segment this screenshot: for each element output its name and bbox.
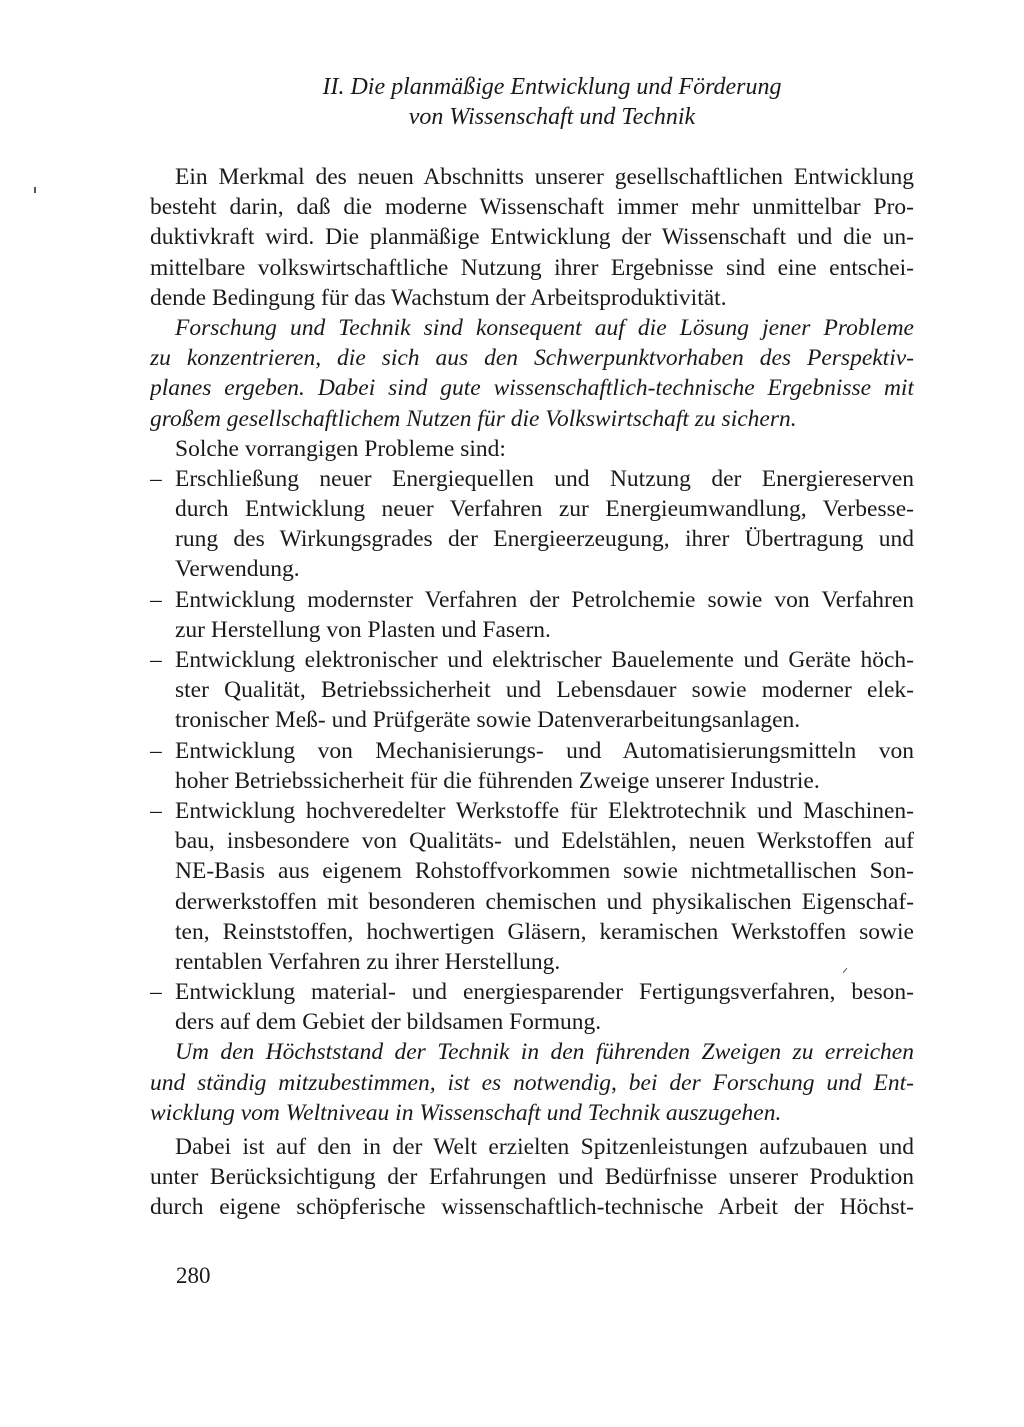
list-item <box>150 796 914 977</box>
dash-bullet: – <box>150 465 162 492</box>
dash-bullet: – <box>150 647 162 673</box>
list-item <box>150 736 914 796</box>
text-line: derwerkstoffen mit besonderen chemischen und physikalischen Eigenschaf- <box>175 888 914 915</box>
text-line: Entwicklung modernster Verfahren der Petrolchemie sowie von Verfahren <box>175 586 914 613</box>
paragraph-2-italic <box>150 313 914 434</box>
scan-speck <box>34 187 36 193</box>
text-line: rung des Wirkungsgrades der Energieerzeugung, ihrer Übertragung und <box>175 526 914 553</box>
text-line: zu konzentrieren, die sich aus den Schwerpunktvorhaben des Perspektiv- <box>150 345 914 372</box>
paragraph-3: Solche vorrangigen Probleme sind: <box>175 435 506 462</box>
text-line: Entwicklung hochveredelter Werkstoffe für Elektrotechnik und Maschinen- <box>175 797 914 824</box>
text-line: mittelbare volkswirtschaftliche Nutzung ihrer Ergebnisse sind eine entschei- <box>150 254 914 281</box>
text-line: ten, Reinststoffen, hochwertigen Gläsern, keramischen Werkstoffen sowie <box>175 918 914 945</box>
dash-bullet: – <box>150 797 162 824</box>
text-line: rentablen Verfahren zu ihrer Herstellung. <box>175 948 561 975</box>
text-line: dende Bedingung für das Wachstum der Arbeitsproduktivität. <box>150 284 727 311</box>
text-line: durch eigene schöpferische wissenschaftlich-technische Arbeit der Höchst- <box>150 1194 914 1221</box>
text-line: großem gesellschaftlichem Nutzen für die Volkswirtschaft zu sichern. <box>150 405 797 432</box>
heading-line-1: II. Die planmäßige Entwicklung und Förderung <box>322 74 782 100</box>
section-heading <box>150 72 914 132</box>
text-line: Entwicklung von Mechanisierungs- und Automatisierungsmitteln von <box>175 737 914 764</box>
text-line: zur Herstellung von Plasten und Fasern. <box>175 616 551 643</box>
text-line: NE-Basis aus eigenem Rohstoffvorkommen sowie nichtmetallischen Son- <box>175 858 914 885</box>
page-body <box>150 72 914 1223</box>
text-line: und ständig mitzubestimmen, ist es notwendig, bei der Forschung und Ent- <box>150 1069 914 1096</box>
list-item <box>150 585 914 645</box>
text-line: besteht darin, daß die moderne Wissenschaft immer mehr unmittelbar Pro- <box>150 194 914 221</box>
text-line: bau, insbesondere von Qualitäts- und Edelstählen, neuen Werkstoffen auf <box>175 828 914 855</box>
dash-bullet: – <box>150 737 162 764</box>
paragraph-4-italic <box>150 1037 914 1128</box>
text-line: hoher Betriebssicherheit für die führenden Zweige unserer Industrie. <box>175 767 820 794</box>
text-line: Ein Merkmal des neuen Abschnitts unserer gesellschaftlichen Entwicklung <box>175 164 914 190</box>
paragraph-1 <box>150 162 914 313</box>
text-line: planes ergeben. Dabei sind gute wissenschaftlich-technische Ergebnisse mit <box>150 375 914 402</box>
heading-line-2: von Wissenschaft und Technik <box>408 104 696 130</box>
text-line: Entwicklung material- und energiesparender Fertigungsverfahren, beson- <box>175 979 914 1006</box>
text-line: tronischer Meß- und Prüfgeräte sowie Datenverarbeitungsanlagen. <box>175 707 801 734</box>
text-line: durch Entwicklung neuer Verfahren zur Energieumwandlung, Verbesse- <box>175 496 914 523</box>
text-line: Forschung und Technik sind konsequent auf die Lösung jener Probleme <box>175 314 914 341</box>
list-item <box>150 464 914 585</box>
text-line: duktivkraft wird. Die planmäßige Entwicklung der Wissenschaft und die un- <box>150 224 914 251</box>
text-line: Dabei ist auf den in der Welt erzielten Spitzenleistungen aufzubauen und <box>175 1134 914 1160</box>
list-item <box>150 645 914 736</box>
text-line: ster Qualität, Betriebssicherheit und Lebensdauer sowie moderner elek- <box>175 677 914 704</box>
text-line: Entwicklung elektronischer und elektrischer Bauelemente und Geräte höch- <box>175 647 914 673</box>
text-line: ders auf dem Gebiet der bildsamen Formung. <box>175 1009 602 1036</box>
page-number: 280 <box>176 1263 211 1288</box>
paragraph-5 <box>150 1132 914 1223</box>
text-line: wicklung vom Weltniveau in Wissenschaft und Technik auszugehen. <box>150 1099 782 1126</box>
text-line: Um den Höchststand der Technik in den führenden Zweigen zu erreichen <box>175 1039 914 1066</box>
text-line: Erschließung neuer Energiequellen und Nutzung der Energiereserven <box>175 465 914 492</box>
problem-list <box>150 464 914 1038</box>
text-line: unter Berücksichtigung der Erfahrungen und Bedürfnisse unserer Produktion <box>150 1164 914 1191</box>
dash-bullet: – <box>150 979 162 1006</box>
list-item <box>150 977 914 1037</box>
dash-bullet: – <box>150 586 162 613</box>
text-line: Verwendung. <box>175 556 300 583</box>
